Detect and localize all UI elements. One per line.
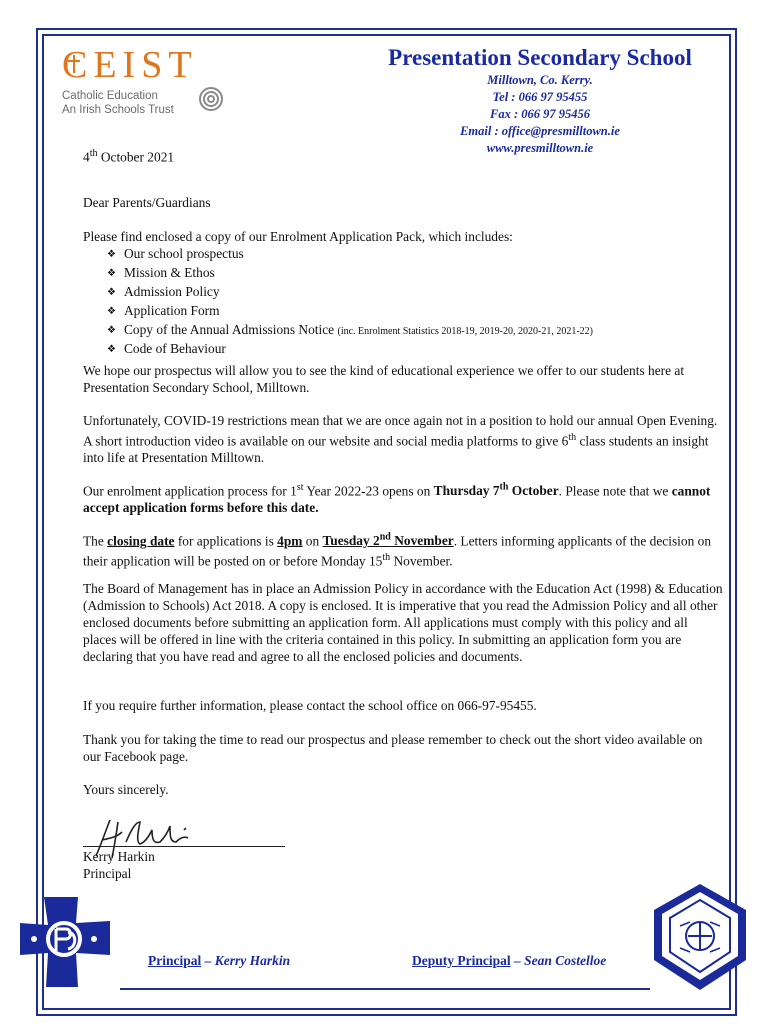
ceist-tagline-2: An Irish Schools Trust [62,104,174,116]
school-website[interactable]: www.presmilltown.ie [486,141,594,155]
signer-name: Kerry Harkin [83,849,155,864]
school-address: Milltown, Co. Kerry. [487,73,593,87]
list-item: ❖ Mission & Ethos [107,265,215,280]
signature-line [83,846,285,847]
footer-principal: Principal – Kerry Harkin [148,953,291,968]
letter-date: 4th October 2021 [83,148,175,165]
paragraph-contact: If you require further information, please contact the school office on 066-97-95455. [83,698,537,713]
ceist-cross-icon [64,53,84,75]
diamond-bullet-icon: ❖ [107,249,116,260]
diamond-bullet-icon: ❖ [107,287,116,298]
diamond-bullet-icon: ❖ [107,268,116,279]
paragraph-covid: Unfortunately, COVID-19 restrictions mean that we are once again not in a position to hold our annual Open Evening. A short introduction video is available on our website and social media platforms to give 6th class students an insight into life at Presentation Milltown. [83,413,718,466]
presentation-cross-logo-icon [16,893,114,991]
list-item: ❖ Code of Behaviour [107,341,226,356]
ceist-wordmark: CEIST [62,44,198,86]
diamond-bullet-icon: ❖ [107,325,116,336]
school-fax: Fax : 066 97 95456 [490,107,590,121]
letter-closing: Yours sincerely. [83,782,169,797]
enclosures-intro: Please find enclosed a copy of our Enrolment Application Pack, which includes: [83,229,513,244]
footer-deputy-principal: Deputy Principal – Sean Costelloe [412,953,607,968]
list-item: ❖ Admission Policy [107,284,220,299]
school-tel: Tel : 066 97 95455 [492,90,588,104]
school-crest-icon [650,882,750,992]
list-item: ❖ Our school prospectus [107,246,244,261]
enclosures-list [83,245,723,359]
diamond-bullet-icon: ❖ [107,306,116,317]
paragraph-thanks: Thank you for taking the time to read our prospectus and please remember to check out the short video available on our Facebook page. [83,732,703,764]
paragraph-enrolment-opens: Our enrolment application process for 1st Year 2022-23 opens on Thursday 7th October. Please note that we cannot accept application forms before this date. [83,482,711,516]
school-header [340,44,740,157]
footer-rule [120,988,650,990]
school-email[interactable]: Email : office@presmilltown.ie [460,124,620,138]
ceist-tagline-1: Catholic Education [62,90,158,102]
letter-salutation: Dear Parents/Guardians [83,195,211,210]
signer-title: Principal [83,866,132,881]
paragraph-prospectus: We hope our prospectus will allow you to see the kind of educational experience we offer to our students here at Presentation Secondary School, Milltown. [83,363,685,395]
school-name: Presentation Secondary School [388,45,692,70]
paragraph-admission-policy: The Board of Management has in place an Admission Policy in accordance with the Education Act (1998) & Education (Admission to Schools) Act 2018. A copy is enclosed. It is imperative that you read the Admission Policy and all other enclosed documents before submitting an application form. All applications must comply with this policy and all places will be offered in line with the criteria contained in this policy. In submitting an application form you are declaring that you have read and agree to all the enclosed policies and documents. [83,581,723,664]
diamond-bullet-icon: ❖ [107,344,116,355]
ceist-swirl-icon [198,86,224,112]
enclosures-section [83,228,723,359]
list-item: ❖ Copy of the Annual Admissions Notice (inc. Enrolment Statistics 2018-19, 2019-20, 2020-21, 2021-22) [107,322,594,337]
paragraph-closing-date: The closing date for applications is 4pm on Tuesday 2nd November. Letters informing applicants of the decision on their application will be posted on or before Monday 15th November. [83,532,712,569]
list-item: ❖ Application Form [107,303,220,318]
